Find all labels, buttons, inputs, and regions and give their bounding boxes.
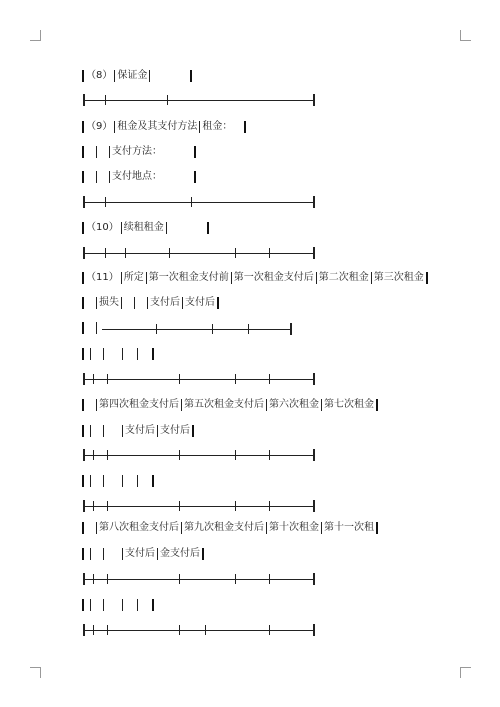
item-label: 支付方法：	[109, 146, 194, 158]
value-cell	[166, 222, 207, 234]
row-rent-payments-8-11-sub: 支付后 金支付后	[82, 547, 204, 563]
item-label: 租金及其支付方法	[114, 121, 199, 133]
row-rent-payments-4-7-sub: 支付后 支付后	[82, 424, 194, 440]
item-number: （9）	[82, 121, 114, 133]
table-rule	[83, 247, 315, 259]
row-payment-place	[82, 170, 196, 186]
item-label: 续租租金	[121, 222, 166, 234]
table-rule	[83, 94, 315, 106]
item-sublabel: 租金：	[199, 121, 244, 133]
table-rule	[102, 323, 292, 335]
row-payment-method	[82, 145, 196, 161]
row-stipulated-loss-header-2: 损失 支付后 支付后	[82, 296, 219, 312]
row-rent-payments-8-11: 第八次租金支付后 第九次租金支付后 第十次租金 第十一次租	[82, 521, 378, 537]
row-rent-payments-4-7: 第四次租金支付后 第五次租金支付后 第六次租金 第七次租金	[82, 398, 378, 414]
table-rule	[83, 573, 315, 585]
item-number: （11）	[82, 272, 121, 284]
item-number: （10）	[82, 222, 121, 234]
row-rent	[82, 120, 246, 136]
table-rule	[83, 500, 315, 512]
crop-mark-bottom-right	[460, 667, 471, 678]
table-rule	[83, 449, 315, 461]
table-rule	[83, 196, 315, 208]
crop-mark-bottom-left	[30, 667, 41, 678]
item-label: 支付地点：	[109, 171, 194, 183]
value-cell	[149, 70, 190, 82]
item-number: （8）	[82, 70, 114, 82]
row-empty-values	[82, 598, 154, 614]
table-rule	[83, 373, 315, 385]
row-empty-values	[82, 347, 154, 363]
item-label: 保证金	[114, 70, 149, 82]
table-rule	[83, 624, 315, 636]
row-renewal-rent	[82, 221, 209, 237]
row-stipulated-loss-header: （11） 所定 第一次租金支付前 第一次租金支付后 第二次租金 第三次租金	[82, 271, 428, 287]
row-empty-values	[82, 474, 154, 490]
row-deposit	[82, 69, 192, 85]
crop-mark-top-left	[30, 30, 41, 41]
crop-mark-top-right	[460, 30, 471, 41]
